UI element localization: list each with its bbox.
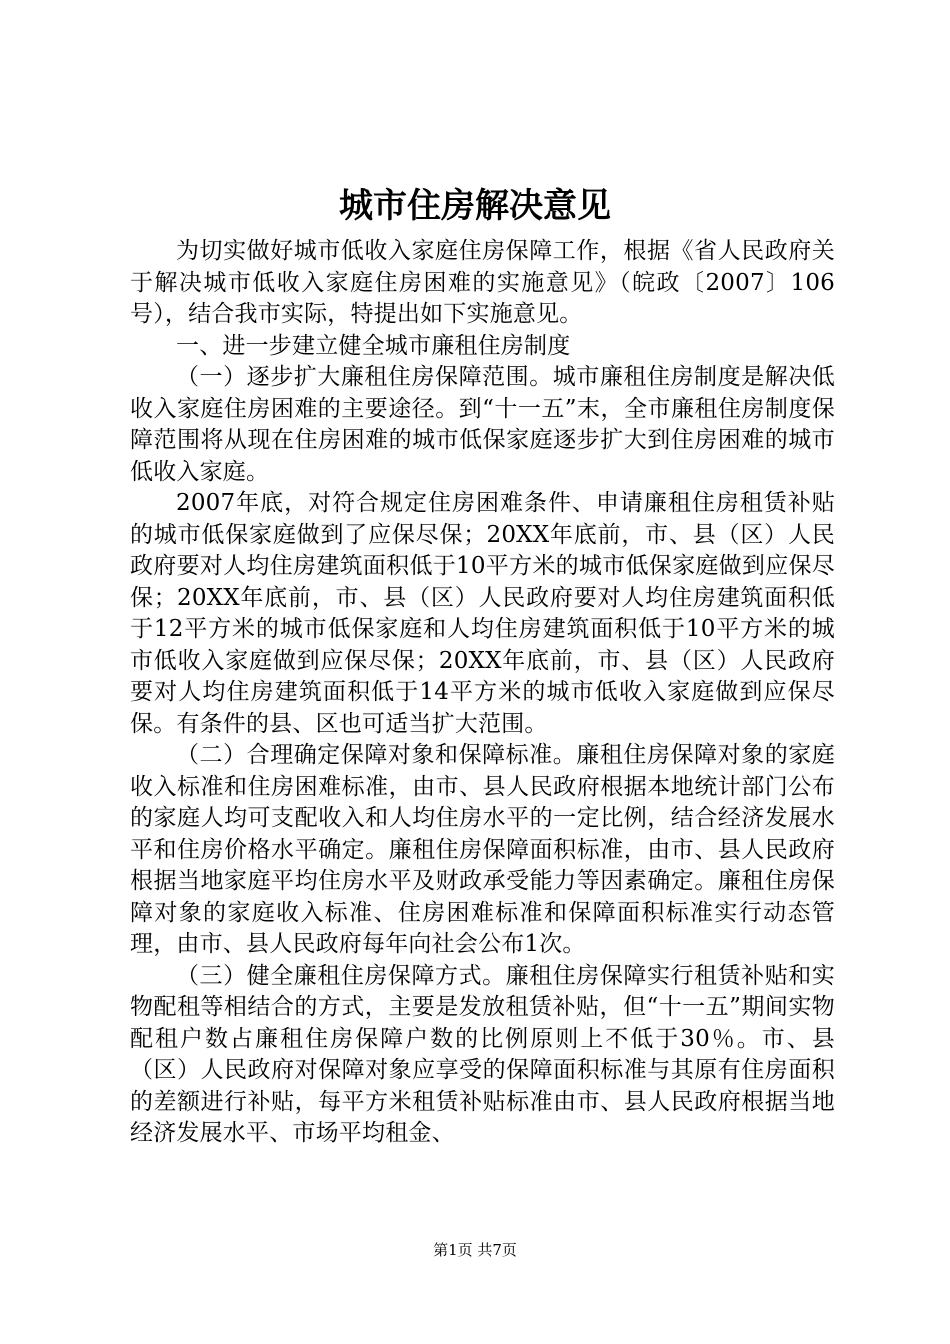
paragraph-item-2: （二）合理确定保障对象和保障标准。廉租住房保障对象的家庭收入标准和住房困难标准，由市、县人民政府根据本地统计部门公布的家庭人均可支配收入和人均住房水平的一定比例，结合经济发展水平和住房价格水平确定。廉租住房保障面积标准，由市、县人民政府根据当地家庭平均住房水平及财政承受能力等因素确定。廉租住房保障对象的家庭收入标准、住房困难标准和保障面积标准实行动态管理，由市、县人民政府每年向社会公布1次。 <box>130 742 835 957</box>
document-title: 城市住房解决意见 <box>339 186 611 226</box>
paragraph-item-3: （三）健全廉租住房保障方式。廉租住房保障实行租赁补贴和实物配租等相结合的方式，主要是发放租赁补贴，但“十一五”期间实物配租户数占廉租住房保障户数的比例原则上不低于30％。市、县（区）人民政府对保障对象应享受的保障面积标准与其原有住房面积的差额进行补贴，每平方米租赁补贴标准由市、县人民政府根据当地经济发展水平、市场平均租金、 <box>130 962 835 1146</box>
paragraph-item-1-detail: 2007年底，对符合规定住房困难条件、申请廉租住房租赁补贴的城市低保家庭做到了应保尽保；20XX年底前，市、县（区）人民政府要对人均住房建筑面积低于10平方米的城市低保家庭做到应保尽保；20XX年底前，市、县（区）人民政府要对人均住房建筑面积低于12平方米的城市低保家庭和人均住房建筑面积低于10平方米的城市低收入家庭做到应保尽保；20XX年底前，市、县（区）人民政府要对人均住房建筑面积低于14平方米的城市低收入家庭做到应保尽保。有条件的县、区也可适当扩大范围。 <box>130 490 835 737</box>
paragraph-intro: 为切实做好城市低收入家庭住房保障工作，根据《省人民政府关于解决城市低收入家庭住房困难的实施意见》（皖政〔2007〕106号），结合我市实际，特提出如下实施意见。 <box>130 238 835 327</box>
paragraph-item-1: （一）逐步扩大廉租住房保障范围。城市廉租住房制度是解决低收入家庭住房困难的主要途径。到“十一五”末，全市廉租住房制度保障范围将从现在住房困难的城市低保家庭逐步扩大到住房困难的城市低收入家庭。 <box>130 364 835 485</box>
section-heading-1: 一、进一步建立健全城市廉租住房制度 <box>176 332 571 359</box>
document-body <box>130 236 835 1150</box>
page-number-footer: 第1页 共7页 <box>433 1241 517 1259</box>
